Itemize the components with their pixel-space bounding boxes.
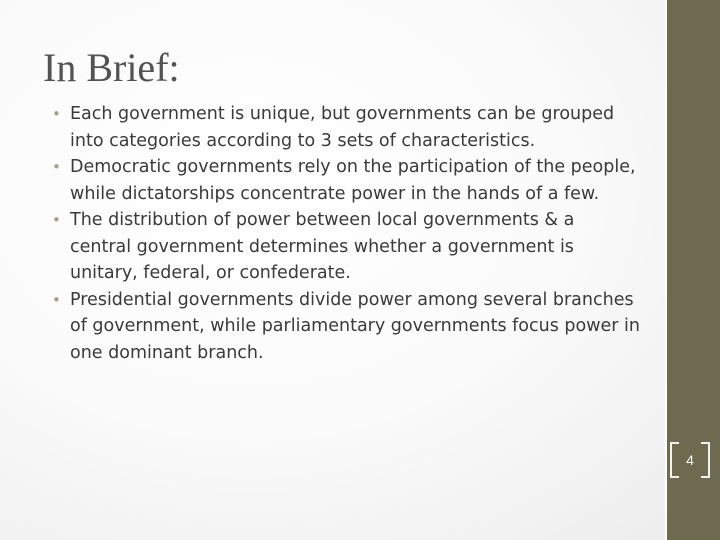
bullet-item [52, 101, 640, 154]
bullet-text: Each government is unique, but governments can be grouped into categories according to 3 sets of characteristics. [70, 104, 615, 151]
bullet-text: Presidential governments divide power among several branches of government, while parliamentary governments focus power in one dominant branch. [70, 289, 641, 363]
panel-divider [665, 0, 667, 540]
bullet-item [52, 287, 640, 367]
bullet-list [52, 101, 640, 366]
slide-title: In Brief: [43, 45, 180, 90]
bullet-item [52, 207, 640, 287]
bullet-text: Democratic governments rely on the participation of the people, while dictatorships concentrate power in the hands of a few. [70, 157, 636, 204]
bullet-icon: • [52, 158, 61, 176]
bullet-icon: • [52, 105, 61, 123]
page-number: 4 [686, 452, 694, 468]
bullet-item [52, 154, 640, 207]
bullet-text: The distribution of power between local governments & a central government determines whether a government is unitary, federal, or confederate. [70, 210, 575, 283]
bullet-icon: • [52, 290, 61, 309]
page-number-box [668, 442, 712, 476]
bullet-icon: • [52, 211, 61, 229]
